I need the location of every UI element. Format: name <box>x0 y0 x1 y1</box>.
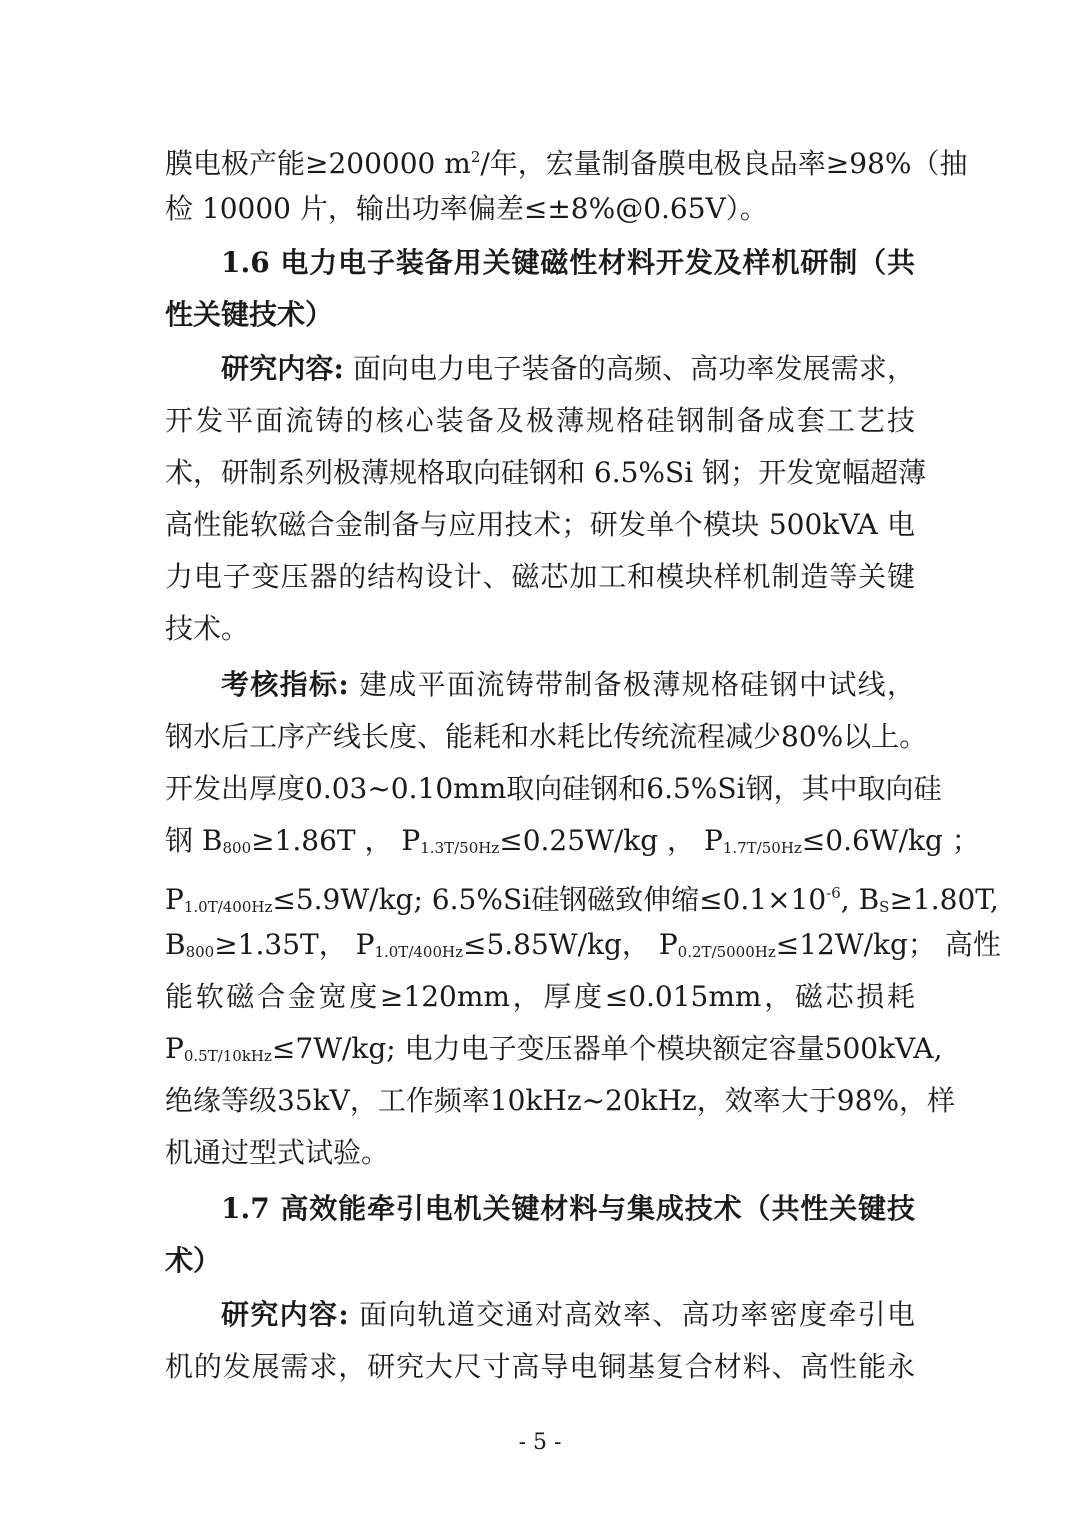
research-content-line: 研究内容: 面向电力电子装备的高频、高功率发展需求， <box>221 352 915 385</box>
paragraph-line: 膜电极产能≥200000 $m^2/$年，宏量制备膜电极良品率≥98%（抽 <box>165 147 968 180</box>
section-heading-1-6-cont: 性关键技术） <box>165 298 334 331</box>
section-heading-1-7-cont: 术） <box>165 1244 222 1277</box>
research-label: 研究内容: <box>221 352 344 385</box>
research-label: 研究内容: <box>221 1298 349 1331</box>
paragraph-line: 能软磁合金宽度≥120mm，厚度≤0.015mm，磁芯损耗 <box>165 980 915 1013</box>
paragraph-line: $P_{0.5T/10kHz}\le 7W/kg$; 电力电子变压器单个模块额定容量500kVA, <box>165 1032 943 1065</box>
paragraph-line: 机通过型式试验。 <box>165 1136 390 1169</box>
paragraph-line: 开发平面流铸的核心装备及极薄规格硅钢制备成套工艺技 <box>165 404 915 437</box>
paragraph-line: $P_{1.0T/400Hz}\le 5.9W/kg$; 6.5%Si硅钢磁致伸缩$\le 0.1\times 10^{-6}$, $B_S\ge 1.80T$, <box>165 883 999 916</box>
assessment-label: 考核指标: <box>221 668 349 701</box>
page-number: - 5 - <box>518 1430 562 1455</box>
paragraph-line: 检 10000 片，输出功率偏差≤±8%@0.65V）。 <box>165 192 768 225</box>
paragraph-line: 术，研制系列极薄规格取向硅钢和 6.5%Si 钢；开发宽幅超薄 <box>165 456 927 489</box>
section-heading-1-6: 1.6 电力电子装备用关键磁性材料开发及样机研制（共 <box>221 246 915 279</box>
paragraph-line: 绝缘等级35kV，工作频率10kHz~20kHz，效率大于98%，样 <box>165 1084 956 1117</box>
section-heading-1-7: 1.7 高效能牵引电机关键材料与集成技术（共性关键技 <box>221 1192 915 1225</box>
paragraph-line: 力电子变压器的结构设计、磁芯加工和模块样机制造等关键 <box>165 560 915 593</box>
paragraph-line: 高性能软磁合金制备与应用技术；研发单个模块 500kVA 电 <box>165 508 915 541</box>
assessment-line: 考核指标: 建成平面流铸带制备极薄规格硅钢中试线， <box>221 668 915 701</box>
paragraph-line: 开发出厚度0.03~0.10mm取向硅钢和6.5%Si钢，其中取向硅 <box>165 772 942 805</box>
research-content-line: 研究内容: 面向轨道交通对高效率、高功率密度牵引电 <box>221 1298 915 1331</box>
paragraph-line: $B_{800}\ge 1.35T$， $P_{1.0T/400Hz}\le 5.85W/kg$， $P_{0.2T/5000Hz}\le 12W/kg$； 高性 <box>165 928 1001 961</box>
paragraph-line: 钢 $B_{800}\ge 1.86T$ ， $P_{1.3T/50Hz}\le 0.25W/kg$ ， $P_{1.7T/50Hz}\le 0.6W/kg$ ； <box>165 824 980 857</box>
paragraph-line: 钢水后工序产线长度、能耗和水耗比传统流程减少80%以上。 <box>165 720 928 753</box>
paragraph-line: 技术。 <box>165 612 250 645</box>
paragraph-line: 机的发展需求，研究大尺寸高导电铜基复合材料、高性能永 <box>165 1350 915 1383</box>
